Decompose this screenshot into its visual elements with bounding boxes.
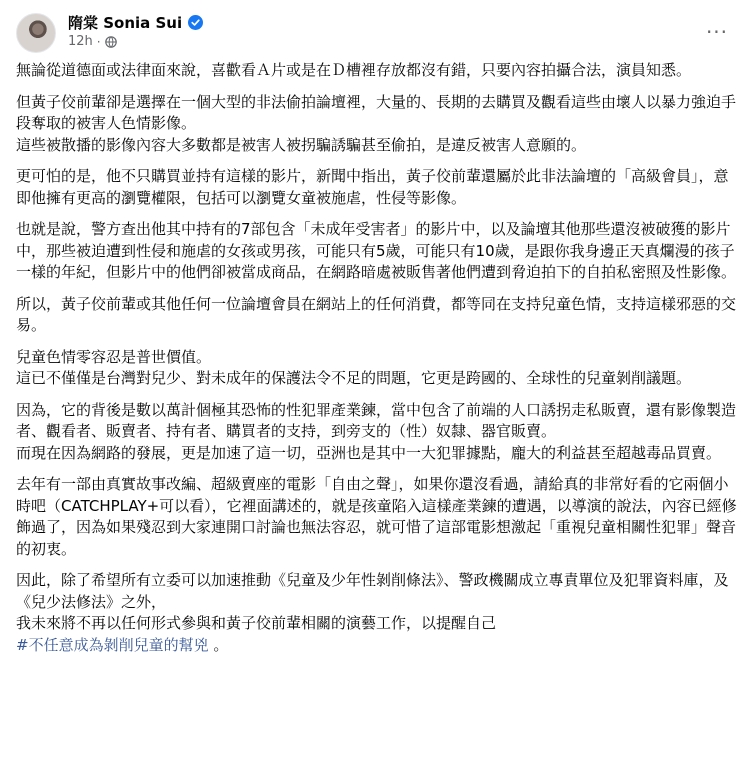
post-paragraph: 更可怕的是，他不只購買並持有這樣的影片，新聞中指出，黃子佼前輩還屬於此非法論壇的「高級會員」，意即他擁有更高的瀏覽權限，包括可以瀏覽女童被施虐，性侵等影像。 xyxy=(16,167,729,207)
post-meta xyxy=(68,34,117,49)
post-paragraph: 因為，它的背後是數以萬計個極其恐怖的性犯罪產業鍊，當中包含了前端的人口誘拐走私販賣，還有影像製造者、觀看者、販賣者、持有者、購買者的支持，到旁支的（性）奴隸、器官販賣。 而現在因為網路的發展，更是加速了這一切，亞洲也是其中一大犯罪據點，龐大的利益甚至超越毒品買賣。 xyxy=(16,400,737,462)
meta-separator: · xyxy=(96,34,101,49)
avatar[interactable] xyxy=(16,13,56,53)
post-paragraph: 無論從道德面或法律面來說，喜歡看Ａ片或是在Ｄ槽裡存放都沒有錯，只要內容拍攝合法，演員知悉。 xyxy=(16,61,692,79)
post-header xyxy=(16,10,737,56)
post-paragraph: 去年有一部由真實故事改編、超級賣座的電影「自由之聲」，如果你還沒看過，請給真的非常好看的它兩個小時吧（CATCHPLAY+可以看），它裡面講述的，就是孩童陷入這樣產業鍊的遭遇，以導演的說法，內容已經修飾過了，因為如果殘忍到大家連開口討論也無法容忍，就可惜了這部電影想激起「重視兒童相關性犯罪」聲音的初衷。 xyxy=(16,475,737,558)
author-name[interactable]: 隋棠 Sonia Sui xyxy=(68,14,183,32)
more-options-icon[interactable]: ··· xyxy=(705,20,729,44)
hashtag-link[interactable]: #不任意成為剝削兒童的幫兇 xyxy=(16,635,209,654)
post-paragraph: 也就是說，警方查出他其中持有的7部包含「未成年受害者」的影片中，以及論壇其他那些還沒被破獲的影片中，那些被迫遭到性侵和施虐的女孩或男孩，可能只有5歲，可能只有10歲，是跟你我身邊正天真爛漫的孩子一樣的年紀，但影片中的他們卻被當成商品，在網路暗處被販售著他們遭到脅迫拍下的自拍私密照及性影像。 xyxy=(16,220,737,281)
hashtag-suffix: 。 xyxy=(208,635,229,654)
hashtag-line xyxy=(16,635,739,657)
post-paragraph: 但黃子佼前輩卻是選擇在一個大型的非法偷拍論壇裡，大量的、長期的去購買及觀看這些由壞人以暴力強迫手段奪取的被害人色情影像。 這些被散播的影像內容大多數都是被害人被拐騙誘騙甚至偷拍，是違反被害人意願的。 xyxy=(16,92,737,154)
globe-icon[interactable] xyxy=(105,36,117,48)
post-time[interactable]: 12h xyxy=(68,34,93,49)
post-paragraph: 兒童色情零容忍是普世價值。 這已不僅僅是台灣對兒少、對未成年的保護法令不足的問題，它更是跨國的、全球性的兒童剝削議題。 xyxy=(16,347,692,387)
post-paragraph: 因此，除了希望所有立委可以加速推動《兒童及少年性剝削條法》、警政機關成立專責單位及犯罪資料庫，及《兒少法修法》之外， 我未來將不再以任何形式參與和黃子佼前輩相關的演藝工作，以提醒自己 xyxy=(16,571,729,632)
author-line xyxy=(68,12,203,33)
post-body xyxy=(16,60,739,666)
verified-badge-icon xyxy=(188,15,203,30)
post-paragraph: 所以，黃子佼前輩或其他任何一位論壇會員在網站上的任何消費，都等同在支持兒童色情，支持這樣邪惡的交易。 xyxy=(16,294,737,334)
